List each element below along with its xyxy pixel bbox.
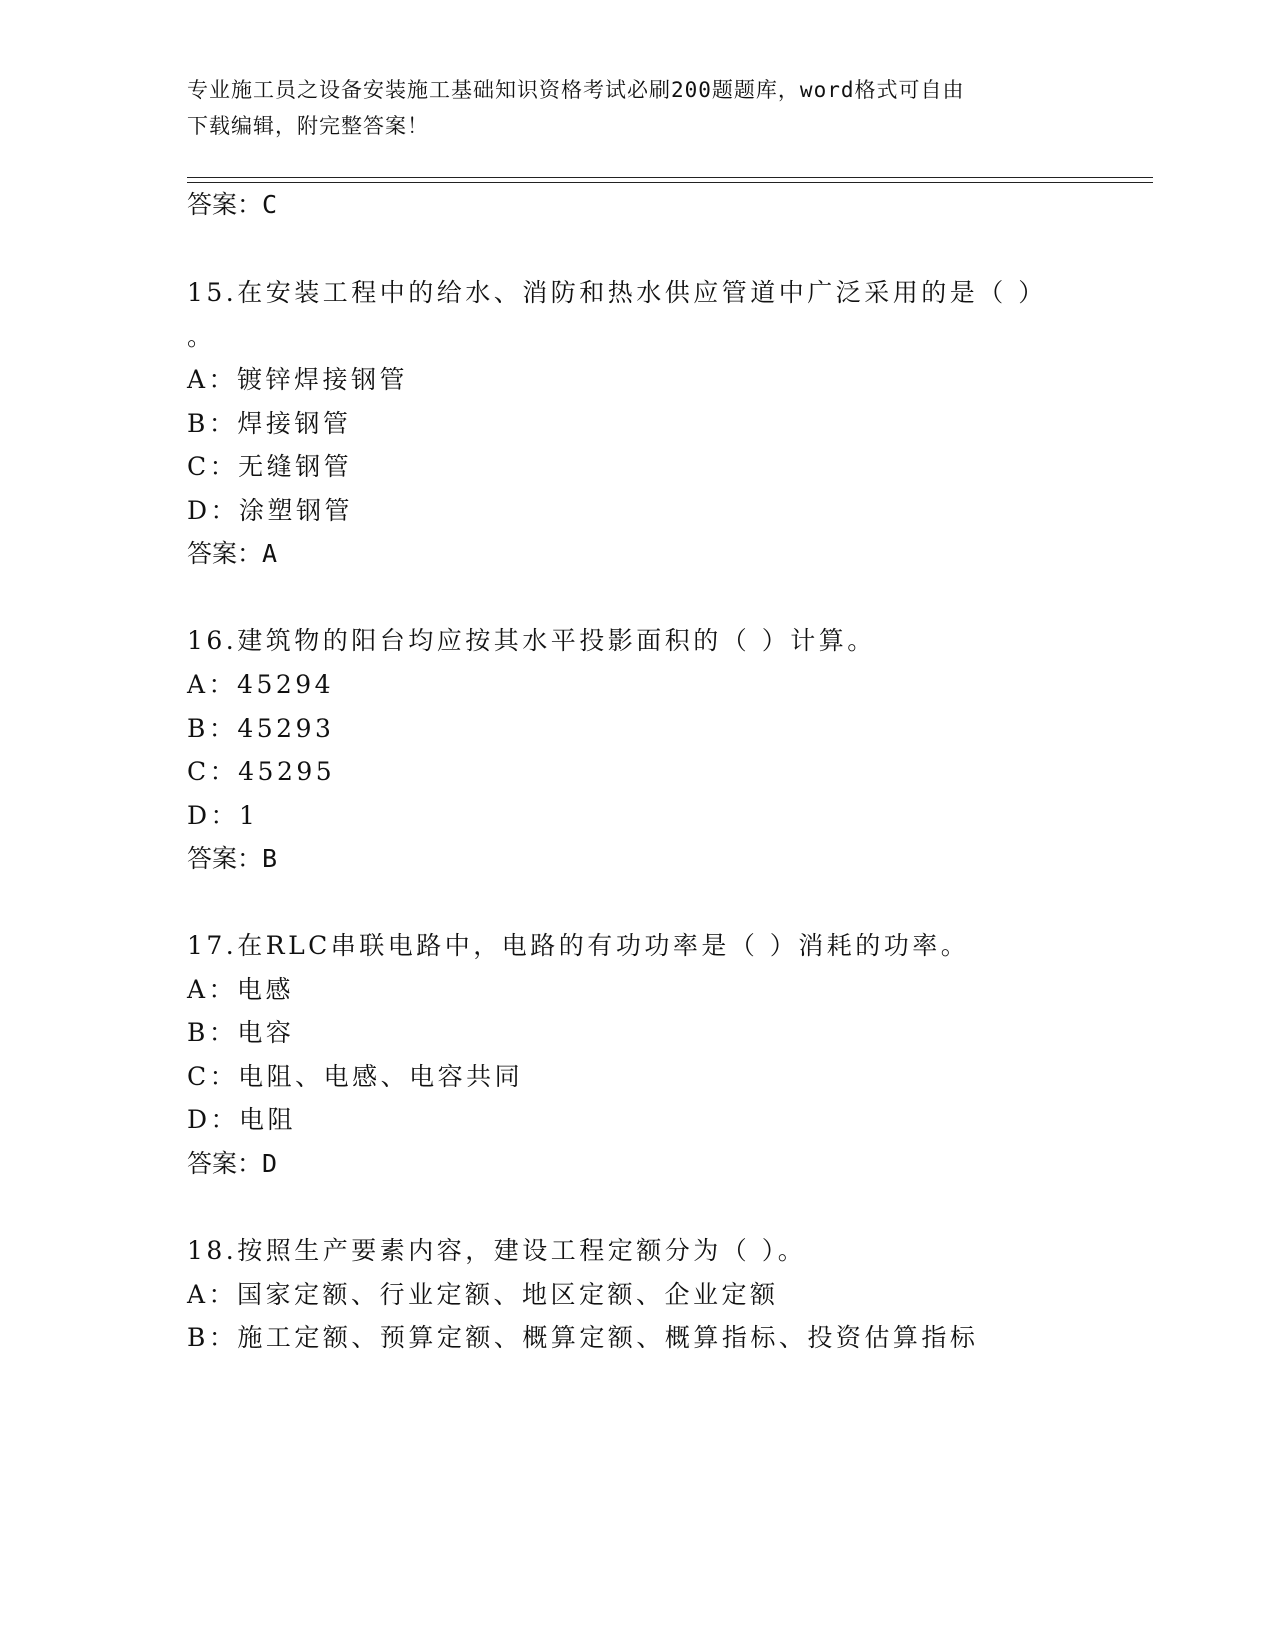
document-header — [187, 72, 1087, 144]
question-15-option-c: C：无缝钢管 — [187, 452, 353, 481]
header-rule-bottom — [187, 182, 1153, 183]
question-15-text: 15.在安装工程中的给水、消防和热水供应管道中广泛采用的是（ ） — [187, 278, 1047, 307]
question-17-option-a: A：电感 — [187, 975, 295, 1004]
question-17-option-c: C：电阻、电感、电容共同 — [187, 1062, 524, 1091]
answer-15: 答案：A — [187, 539, 278, 568]
question-16-option-c: C：45295 — [187, 757, 336, 786]
question-18-option-b: B：施工定额、预算定额、概算定额、概算指标、投资估算指标 — [187, 1323, 979, 1352]
answer-16: 答案：B — [187, 844, 278, 873]
question-17-option-b: B：电容 — [187, 1018, 295, 1047]
header-rule-top — [187, 177, 1153, 178]
question-17-text: 17.在RLC串联电路中，电路的有功功率是（ ）消耗的功率。 — [187, 931, 970, 960]
question-16-option-d: D：1 — [187, 801, 259, 830]
question-16-option-b: B：45293 — [187, 714, 335, 743]
header-line-1: 专业施工员之设备安装施工基础知识资格考试必刷200题题库，word格式可自由 — [187, 78, 965, 102]
answer-14: 答案：C — [187, 190, 278, 219]
question-17-option-d: D：电阻 — [187, 1105, 297, 1134]
question-15-option-d: D：涂塑钢管 — [187, 496, 354, 525]
question-15-text-cont: 。 — [187, 322, 216, 351]
question-18-option-a: A：国家定额、行业定额、地区定额、企业定额 — [187, 1280, 779, 1309]
answer-17: 答案：D — [187, 1149, 278, 1178]
question-18-text: 18.按照生产要素内容，建设工程定额分为（ ）。 — [187, 1236, 807, 1265]
question-16-text: 16.建筑物的阳台均应按其水平投影面积的（ ）计算。 — [187, 626, 876, 655]
question-16-option-a: A：45294 — [187, 670, 335, 699]
question-15-option-b: B：焊接钢管 — [187, 409, 352, 438]
question-15-option-a: A：镀锌焊接钢管 — [187, 365, 409, 394]
header-line-2: 下载编辑，附完整答案！ — [187, 114, 429, 138]
